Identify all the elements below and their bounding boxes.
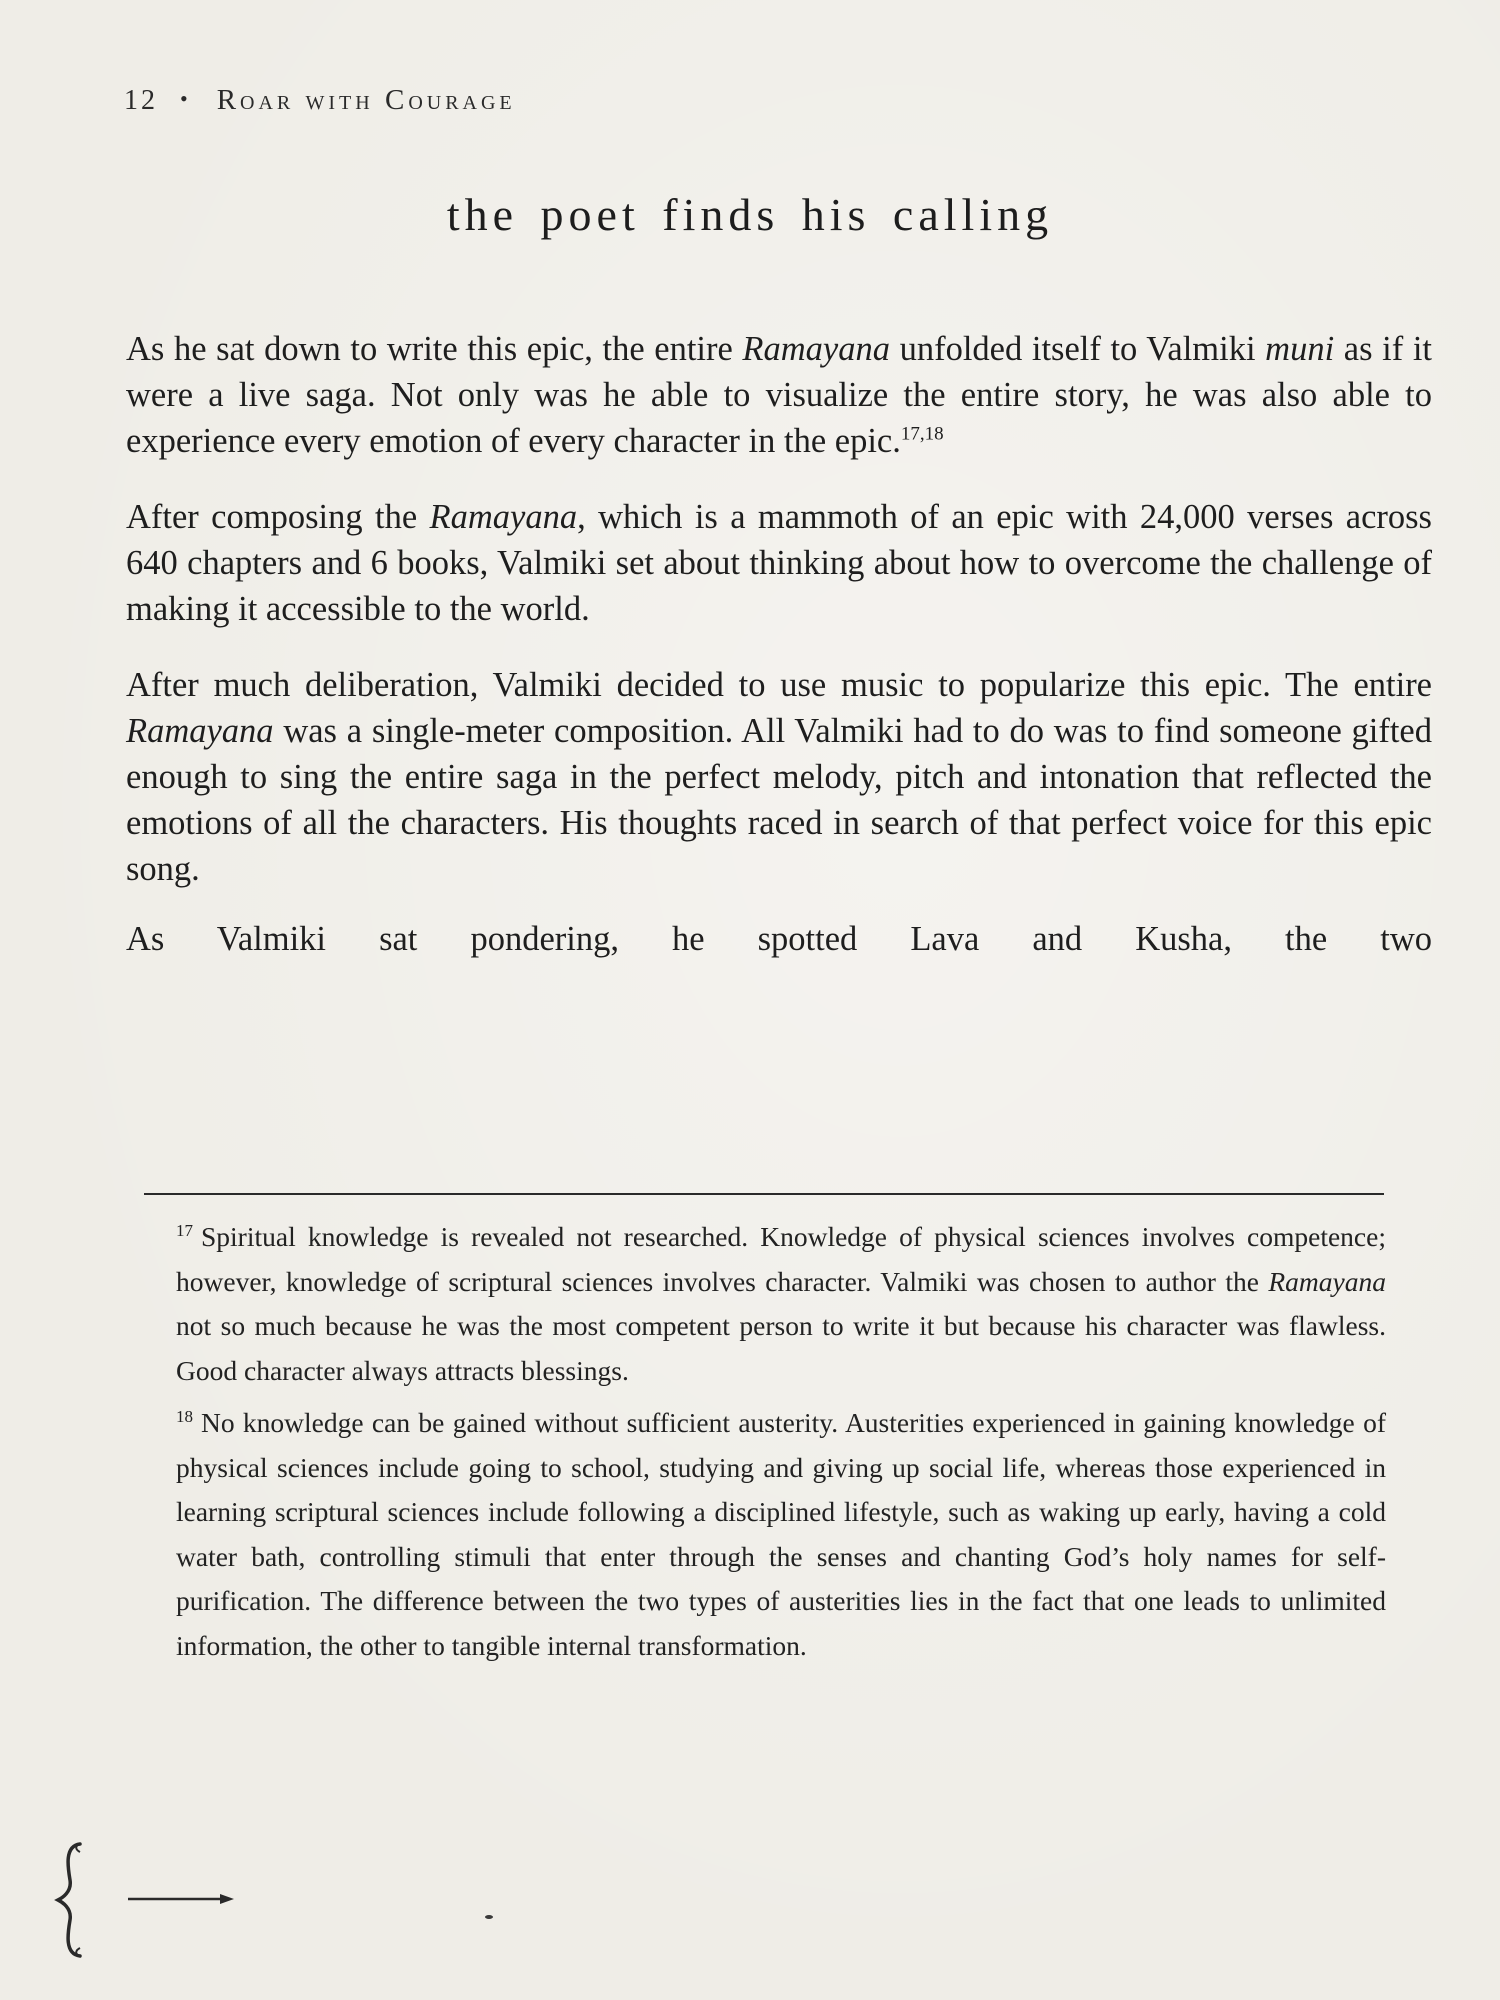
paragraph-3-text-c: was a single-meter composition. All Valmiki had to do was to find someone gifted enough to sing the entire saga in the perfect melody, pitch and intonation that reflected the emotions of all the characters. His thoughts raced in search of that perfect voice for this epic song. [126, 712, 1432, 888]
paragraph-1-italic-ramayana: Ramayana [742, 330, 890, 368]
paragraph-1-text-c: unfolded itself to Valmiki [889, 330, 1266, 368]
body-text [126, 326, 1432, 992]
brace-ornament-icon [50, 1840, 90, 1960]
paragraph-1-italic-muni: muni [1265, 330, 1335, 368]
paragraph-1 [126, 326, 1432, 464]
paragraph-2-italic-ramayana: Ramayana [429, 498, 578, 536]
footnote-17-text-a: Spiritual knowledge is revealed not researched. Knowledge of physical sciences involves competence; however, knowledge of scriptural sciences involves character. Valmiki was chosen to author the [176, 1221, 1386, 1297]
print-speck [484, 1914, 494, 1920]
footnote-18 [176, 1401, 1386, 1668]
page-number: 12 [124, 85, 158, 116]
paragraph-3-text-a: After much deliberation, Valmiki decided to use music to popularize this epic. The entire [126, 666, 1432, 704]
paragraph-2-text-c: , which is a mammoth of an epic with 24,000 verses across 640 chapters and 6 books, Valmiki set about thinking about how to overcome the challenge of making it accessible to the world. [126, 498, 1432, 628]
footnote-reference: 17,18 [900, 423, 944, 445]
footnote-18-text: No knowledge can be gained without sufficient austerity. Austerities experienced in gaining knowledge of physical sciences include going to school, studying and giving up social life, whereas those experienced in learning scriptural sciences include following a disciplined lifestyle, such as waking up early, having a cold water bath, controlling stimuli that enter through the senses and chanting God’s holy names for self-purification. The difference between the two types of austerities lies in the fact that one leads to unlimited information, the other to tangible internal transformation. [176, 1407, 1386, 1661]
footnote-17-number: 17 [176, 1220, 193, 1240]
section-title: the poet finds his calling [446, 189, 1054, 240]
right-arrow-icon [128, 1892, 238, 1906]
footnote-17-text-c: not so much because he was the most competent person to write it but because his character was flawless. Good character always attracts blessings. [176, 1310, 1386, 1386]
paragraph-3-italic-ramayana: Ramayana [126, 712, 274, 750]
paragraph-4: As Valmiki sat pondering, he spotted Lava and Kusha, the two [126, 920, 1432, 958]
footnote-17 [176, 1215, 1386, 1393]
paragraph-2 [126, 494, 1432, 632]
footnotes [176, 1215, 1386, 1676]
paragraph-1-text-a: As he sat down to write this epic, the entire [126, 330, 743, 368]
book-title: Roar with Courage [216, 84, 516, 116]
footnote-18-number: 18 [176, 1406, 193, 1426]
paragraph-3 [126, 662, 1432, 892]
header-separator: • [180, 86, 191, 111]
paragraph-2-text-a: After composing the [126, 498, 430, 536]
paragraph-1-text-e: as if it were a live saga. Not only was he able to visualize the entire story, he was also able to experience every emotion of every character in the epic. [126, 330, 1432, 460]
running-header [124, 84, 516, 117]
footnote-17-italic-ramayana: Ramayana [1268, 1265, 1386, 1297]
footnote-divider [144, 1193, 1384, 1195]
